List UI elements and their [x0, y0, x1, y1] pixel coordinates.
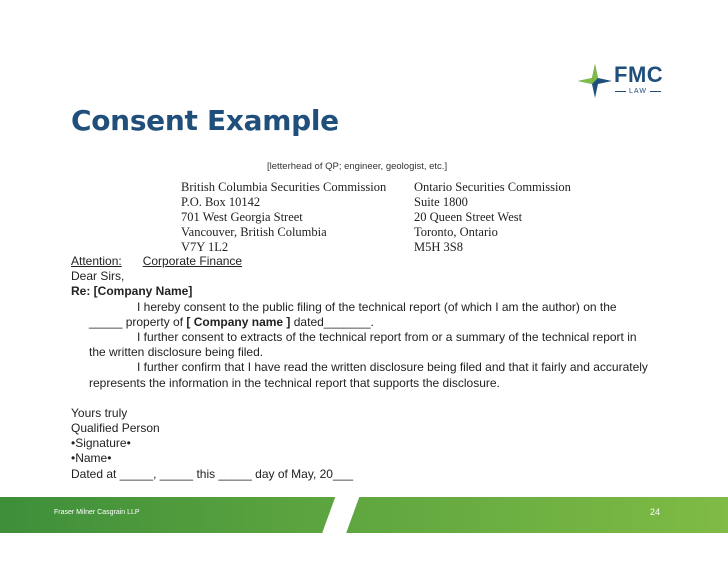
attention-line — [71, 254, 671, 269]
letterhead-note: [letterhead of QP; engineer, geologist, etc.] — [267, 161, 448, 172]
page-number: 24 — [650, 507, 661, 517]
closing: Yours truly — [71, 405, 128, 420]
address-line: P.O. Box 10142 — [181, 195, 261, 209]
address-line: 701 West Georgia Street — [181, 210, 303, 224]
re-line: Re: [Company Name] — [71, 284, 193, 299]
company-name-placeholder: [ Company name ] — [186, 314, 291, 329]
paragraph-3-line-1: I further confirm that I have read the written disclosure being filed and that it fairly and accurately — [137, 360, 648, 375]
paragraph-1-line-2 — [71, 315, 671, 330]
signature-line: •Signature• — [71, 436, 131, 451]
star-compass-icon — [576, 62, 614, 100]
footer-firm-name: Fraser Milner Casgrain LLP — [54, 509, 140, 516]
dated-line: Dated at _____, _____ this _____ day of May, 20___ — [71, 466, 353, 481]
address-line: British Columbia Securities Commission — [181, 180, 387, 194]
paragraph-3-line-2: represents the information in the technical report that supports the disclosure. — [89, 375, 500, 390]
p1-text-c: dated_______. — [290, 314, 374, 329]
attention-label: Attention: — [71, 254, 122, 268]
address-line: Ontario Securities Commission — [414, 180, 571, 194]
address-line: Suite 1800 — [414, 195, 468, 209]
address-ontario-commission — [414, 180, 571, 255]
p1-text-a: _____ property of — [89, 314, 187, 329]
paragraph-2-line-1: I further consent to extracts of the technical report from or a summary of the technical report in — [137, 330, 637, 345]
paragraph-1-line-1: I hereby consent to the public filing of the technical report (of which I am the author) on the — [137, 299, 617, 314]
address-line: V7Y 1L2 — [181, 240, 229, 254]
paragraph-2-line-2: the written disclosure being filed. — [89, 345, 264, 360]
logo-brand: FMC — [614, 62, 664, 87]
footer-bar — [0, 497, 728, 533]
slide-title: Consent Example — [71, 104, 339, 137]
logo-subtitle: LAW — [612, 88, 664, 95]
address-line: 20 Queen Street West — [414, 210, 523, 224]
footer-divider — [317, 497, 363, 533]
address-line: Vancouver, British Columbia — [181, 225, 327, 239]
address-line: M5H 3S8 — [414, 240, 463, 254]
consent-letter — [71, 254, 671, 482]
signer-title: Qualified Person — [71, 421, 160, 436]
name-line: •Name• — [71, 451, 112, 466]
address-line: Toronto, Ontario — [414, 225, 498, 239]
address-bc-commission — [181, 180, 386, 255]
fmc-law-logo — [576, 62, 668, 104]
salutation: Dear Sirs, — [71, 269, 125, 284]
attention-value: Corporate Finance — [142, 254, 243, 268]
